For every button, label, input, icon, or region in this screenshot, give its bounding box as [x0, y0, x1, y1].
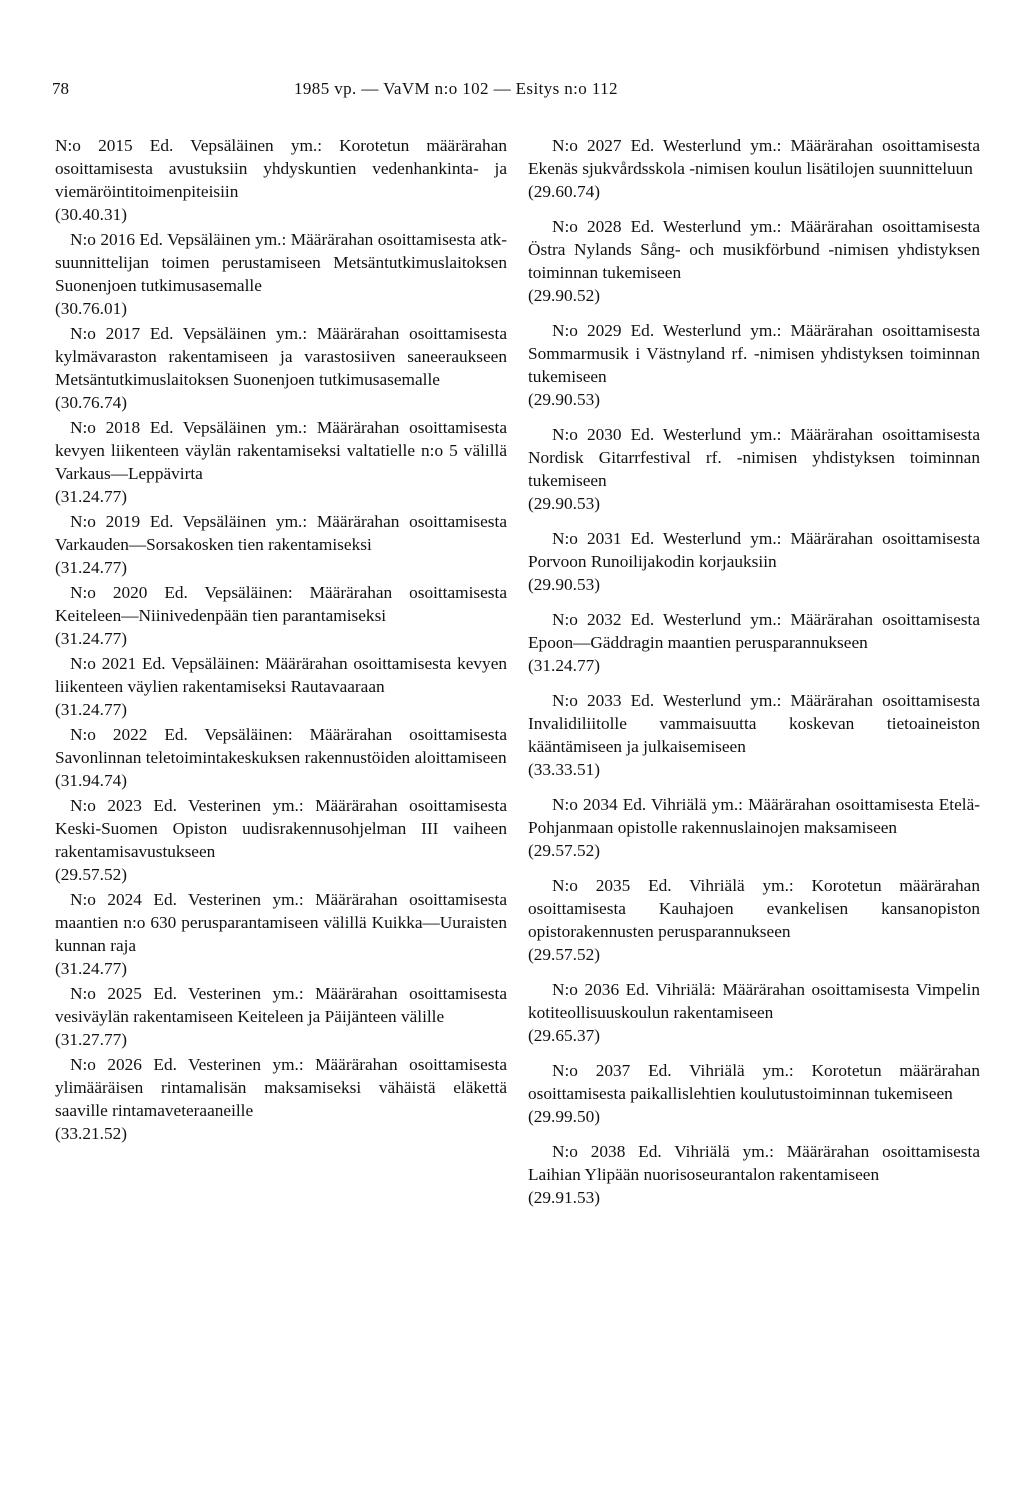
- entry-text: N:o 2033 Ed. Westerlund ym.: Määrärahan osoittamisesta Invalidiliitolle vammaisuutta koskevan tietoaineiston kääntämiseen ja julkaisemiseen: [528, 691, 980, 756]
- entry-text: N:o 2036 Ed. Vihriälä: Määrärahan osoittamisesta Vimpelin kotiteollisuuskoulun rakentamiseen: [528, 980, 980, 1022]
- list-item: [528, 874, 980, 966]
- entry-text: N:o 2020 Ed. Vepsäläinen: Määrärahan osoittamisesta Keiteleen—Niinivedenpään tien parantamiseksi: [55, 583, 507, 625]
- entry-code: (30.40.31): [55, 205, 127, 224]
- entry-text: N:o 2037 Ed. Vihriälä ym.: Korotetun määrärahan osoittamisesta paikallislehtien koulutustoiminnan tukemiseen: [528, 1061, 980, 1103]
- list-item: [55, 1053, 507, 1145]
- entry-code: (29.60.74): [528, 182, 600, 201]
- entry-text: N:o 2025 Ed. Vesterinen ym.: Määrärahan osoittamisesta vesiväylän rakentamiseen Keiteleen ja Päijänteen välille: [55, 984, 507, 1026]
- running-head: 1985 vp. — VaVM n:o 102 — Esitys n:o 112: [294, 79, 618, 98]
- entry-code: (29.99.50): [528, 1107, 600, 1126]
- entry-text: N:o 2021 Ed. Vepsäläinen: Määrärahan osoittamisesta kevyen liikenteen väylien rakentamiseksi Rautavaaraan: [55, 654, 507, 696]
- entry-text: N:o 2038 Ed. Vihriälä ym.: Määrärahan osoittamisesta Laihian Ylipään nuorisoseurantalon rakentamiseen: [528, 1142, 980, 1184]
- right-column: [528, 134, 980, 1221]
- entry-text: N:o 2019 Ed. Vepsäläinen ym.: Määrärahan osoittamisesta Varkauden—Sorsakosken tien rakentamiseksi: [55, 512, 507, 554]
- list-item: [528, 793, 980, 862]
- list-item: [55, 510, 507, 579]
- entry-text: N:o 2035 Ed. Vihriälä ym.: Korotetun määrärahan osoittamisesta Kauhajoen evankelisen kansanopiston opistorakennusten perusparannukseen: [528, 876, 980, 941]
- list-item: [55, 888, 507, 980]
- entry-code: (29.90.53): [528, 575, 600, 594]
- entry-code: (30.76.74): [55, 393, 127, 412]
- list-item: [528, 1059, 980, 1128]
- list-item: [55, 652, 507, 721]
- list-item: [528, 134, 980, 203]
- list-item: [528, 319, 980, 411]
- entry-text: N:o 2032 Ed. Westerlund ym.: Määrärahan osoittamisesta Epoon—Gäddragin maantien perusparannukseen: [528, 610, 980, 652]
- entry-code: (31.24.77): [528, 656, 600, 675]
- list-item: [528, 978, 980, 1047]
- entry-text: N:o 2023 Ed. Vesterinen ym.: Määrärahan osoittamisesta Keski-Suomen Opiston uudisrakennusohjelman III vaiheen rakentamisavustukseen: [55, 796, 507, 861]
- entry-text: N:o 2030 Ed. Westerlund ym.: Määrärahan osoittamisesta Nordisk Gitarrfestival rf. -nimisen yhdistyksen toiminnan tukemiseen: [528, 425, 980, 490]
- entry-code: (29.57.52): [528, 841, 600, 860]
- entry-text: N:o 2017 Ed. Vepsäläinen ym.: Määrärahan osoittamisesta kylmävaraston rakentamiseen ja varastosiiven saneeraukseen Metsäntutkimuslaitoksen Suonenjoen tutkimusasemalle: [55, 324, 507, 389]
- entry-code: (31.27.77): [55, 1030, 127, 1049]
- entry-text: N:o 2026 Ed. Vesterinen ym.: Määrärahan osoittamisesta ylimääräisen rintamalisän maksamiseksi vähäistä eläkettä saaville rintamaveteraaneille: [55, 1055, 507, 1120]
- list-item: [55, 322, 507, 414]
- page-header: [52, 79, 972, 103]
- list-item: [528, 1140, 980, 1209]
- page-number: 78: [52, 79, 69, 98]
- list-item: [528, 527, 980, 596]
- entry-code: (29.90.53): [528, 390, 600, 409]
- list-item: [528, 215, 980, 307]
- entry-code: (31.24.77): [55, 487, 127, 506]
- entry-text: N:o 2016 Ed. Vepsäläinen ym.: Määrärahan osoittamisesta atk-suunnittelijan toimen perustamiseen Metsäntutkimuslaitoksen Suonenjoen tutkimusasemalle: [55, 230, 507, 295]
- list-item: [528, 423, 980, 515]
- entry-code: (31.94.74): [55, 771, 127, 790]
- list-item: [55, 982, 507, 1051]
- entry-text: N:o 2015 Ed. Vepsäläinen ym.: Korotetun määrärahan osoittamisesta avustuksiin yhdyskuntien vedenhankinta- ja viemäröintitoimenpiteisiin: [55, 136, 507, 201]
- list-item: [55, 794, 507, 886]
- entry-code: (30.76.01): [55, 299, 127, 318]
- list-item: [55, 134, 507, 226]
- entry-text: N:o 2031 Ed. Westerlund ym.: Määrärahan osoittamisesta Porvoon Runoilijakodin korjauksiin: [528, 529, 980, 571]
- entry-code: (29.91.53): [528, 1188, 600, 1207]
- list-item: [528, 689, 980, 781]
- entry-code: (31.24.77): [55, 629, 127, 648]
- entry-code: (31.24.77): [55, 558, 127, 577]
- entry-code: (29.90.52): [528, 286, 600, 305]
- left-column: [55, 134, 507, 1147]
- list-item: [55, 416, 507, 508]
- entry-text: N:o 2024 Ed. Vesterinen ym.: Määrärahan osoittamisesta maantien n:o 630 perusparantamiseen välillä Kuikka—Uuraisten kunnan raja: [55, 890, 507, 955]
- entry-code: (31.24.77): [55, 959, 127, 978]
- entry-text: N:o 2027 Ed. Westerlund ym.: Määrärahan osoittamisesta Ekenäs sjukvårdsskola -nimisen koulun lisätilojen suunnitteluun: [528, 136, 980, 178]
- list-item: [528, 608, 980, 677]
- list-item: [55, 228, 507, 320]
- list-item: [55, 581, 507, 650]
- entry-text: N:o 2028 Ed. Westerlund ym.: Määrärahan osoittamisesta Östra Nylands Sång- och musikförbund -nimisen yhdistyksen toiminnan tukemiseen: [528, 217, 980, 282]
- entry-code: (29.65.37): [528, 1026, 600, 1045]
- entry-code: (33.21.52): [55, 1124, 127, 1143]
- entry-text: N:o 2018 Ed. Vepsäläinen ym.: Määrärahan osoittamisesta kevyen liikenteen väylän rakentamiseksi valtatielle n:o 5 välillä Varkaus—Leppävirta: [55, 418, 507, 483]
- entry-code: (29.90.53): [528, 494, 600, 513]
- entry-text: N:o 2022 Ed. Vepsäläinen: Määrärahan osoittamisesta Savonlinnan teletoimintakeskuksen rakennustöiden aloittamiseen: [55, 725, 507, 767]
- entry-code: (33.33.51): [528, 760, 600, 779]
- entry-text: N:o 2034 Ed. Vihriälä ym.: Määrärahan osoittamisesta Etelä-Pohjanmaan opistolle rakennuslainojen maksamiseen: [528, 795, 980, 837]
- entry-code: (29.57.52): [55, 865, 127, 884]
- list-item: [55, 723, 507, 792]
- entry-code: (29.57.52): [528, 945, 600, 964]
- entry-code: (31.24.77): [55, 700, 127, 719]
- entry-text: N:o 2029 Ed. Westerlund ym.: Määrärahan osoittamisesta Sommarmusik i Västnyland rf. -nimisen yhdistyksen toiminnan tukemiseen: [528, 321, 980, 386]
